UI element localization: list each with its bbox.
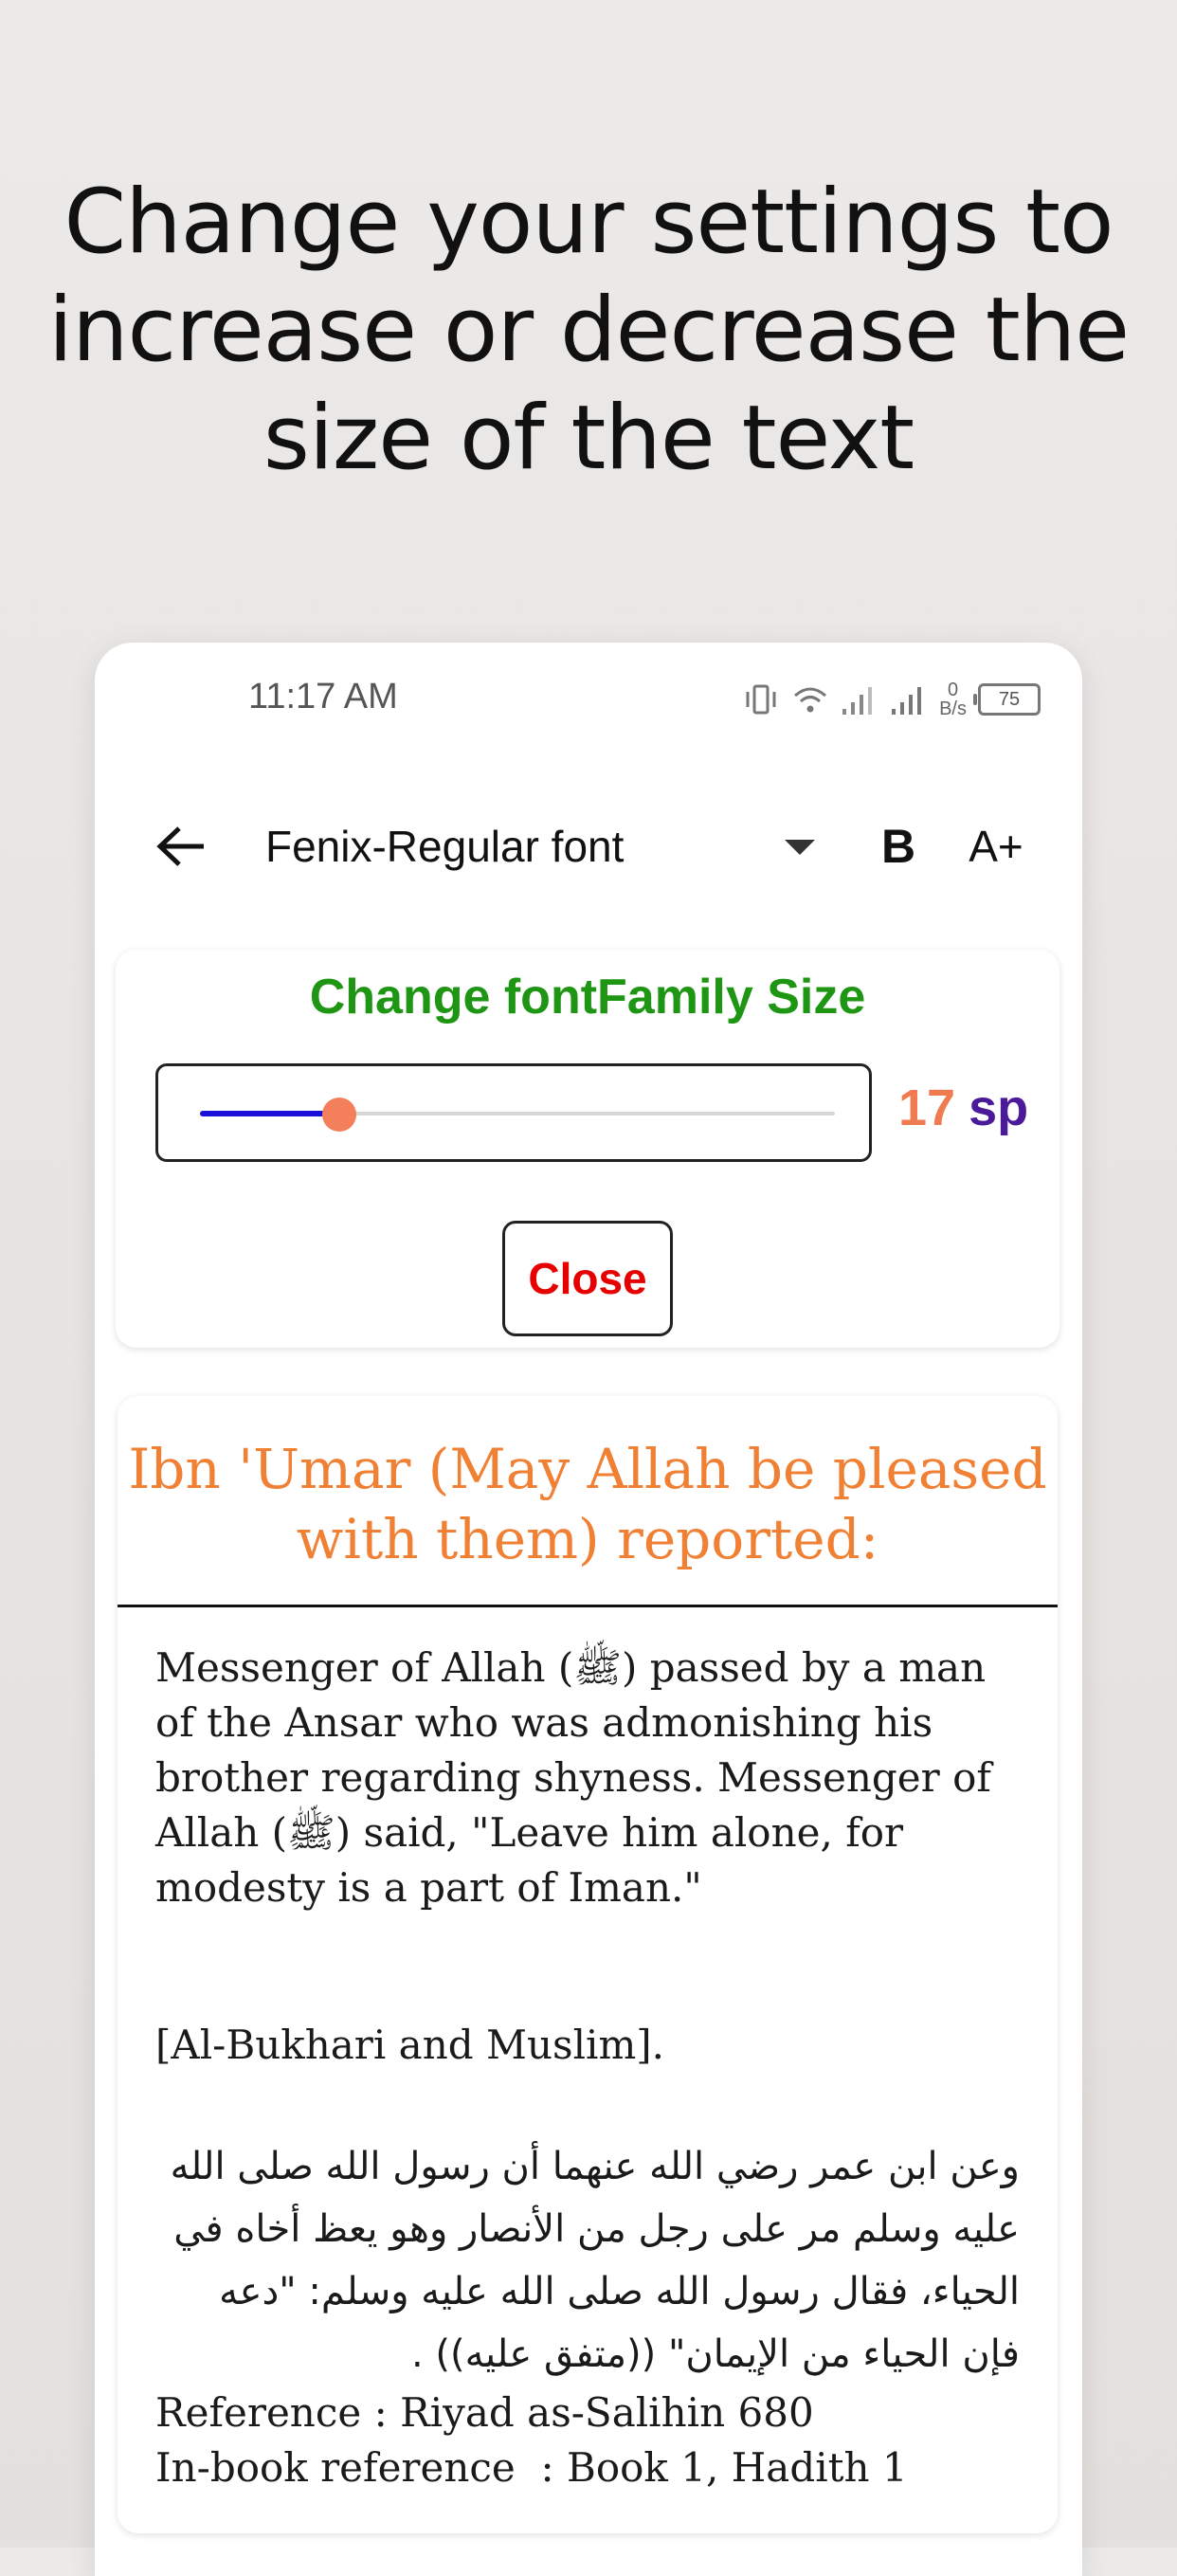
font-size-unit: sp [969,1079,1029,1136]
signal-icon [841,682,878,717]
status-time: 11:17 AM [248,677,398,717]
hadith-card [118,1396,1058,2533]
chevron-down-icon [785,840,815,855]
english-text: Messenger of Allah (ﷺ) passed by a man of the Ansar who was admonishing his brother regarding shyness. Messenger of Allah (ﷺ) said, "Leave him alone, for modesty is a part of Iman." [155,1644,991,1911]
phone-screen [95,643,1082,2576]
net-speed [939,680,967,718]
reference-text: Reference : Riyad as-Salihin 680 [155,2389,814,2436]
increase-size-button[interactable]: A+ [969,822,1023,871]
battery-icon: 75 [978,683,1041,716]
font-size-slider[interactable] [155,1063,872,1162]
divider [118,1605,1058,1607]
arabic-text: وعن ابن عمر رضي الله عنهما أن رسول الله صلى الله عليه وسلم مر على رجل من الأنصار وهو يعظ أخاه في الحياء، فقال رسول الله صلى الله عليه وسلم: "دعه فإن الحياء من الإيمان" ((متفق عليه)) . [170,2145,1020,2376]
in-book-reference-text: In-book reference : Book 1, Hadith 1 [155,2444,908,2491]
close-button[interactable]: Close [502,1221,673,1336]
arrow-left-icon [156,825,206,867]
narrator-heading: Ibn 'Umar (May Allah be pleased with them) reported: [128,1437,1047,1571]
net-speed-unit: B/s [939,698,967,719]
slider-thumb[interactable] [322,1098,356,1132]
headline: Change your settings to increase or decrease the size of the text [47,171,1130,490]
font-size-value [898,1079,1028,1137]
net-speed-value: 0 [947,680,959,700]
signal-icon [890,682,928,717]
font-size-panel [116,950,1059,1348]
source-text: [Al-Bukhari and Muslim]. [155,2022,665,2068]
font-size-number: 17 [898,1079,956,1136]
font-family-value: Fenix-Regular font [265,822,625,871]
wifi-icon [791,682,829,717]
bold-button[interactable]: B [880,820,916,873]
back-button[interactable] [150,815,212,878]
status-bar [95,643,1082,756]
vibrate-icon [742,682,780,717]
slider-fill [200,1111,339,1116]
font-family-dropdown[interactable] [265,811,815,881]
toolbar [95,794,1082,898]
status-icons [742,671,1041,728]
font-size-title: Change fontFamily Size [309,970,866,1025]
